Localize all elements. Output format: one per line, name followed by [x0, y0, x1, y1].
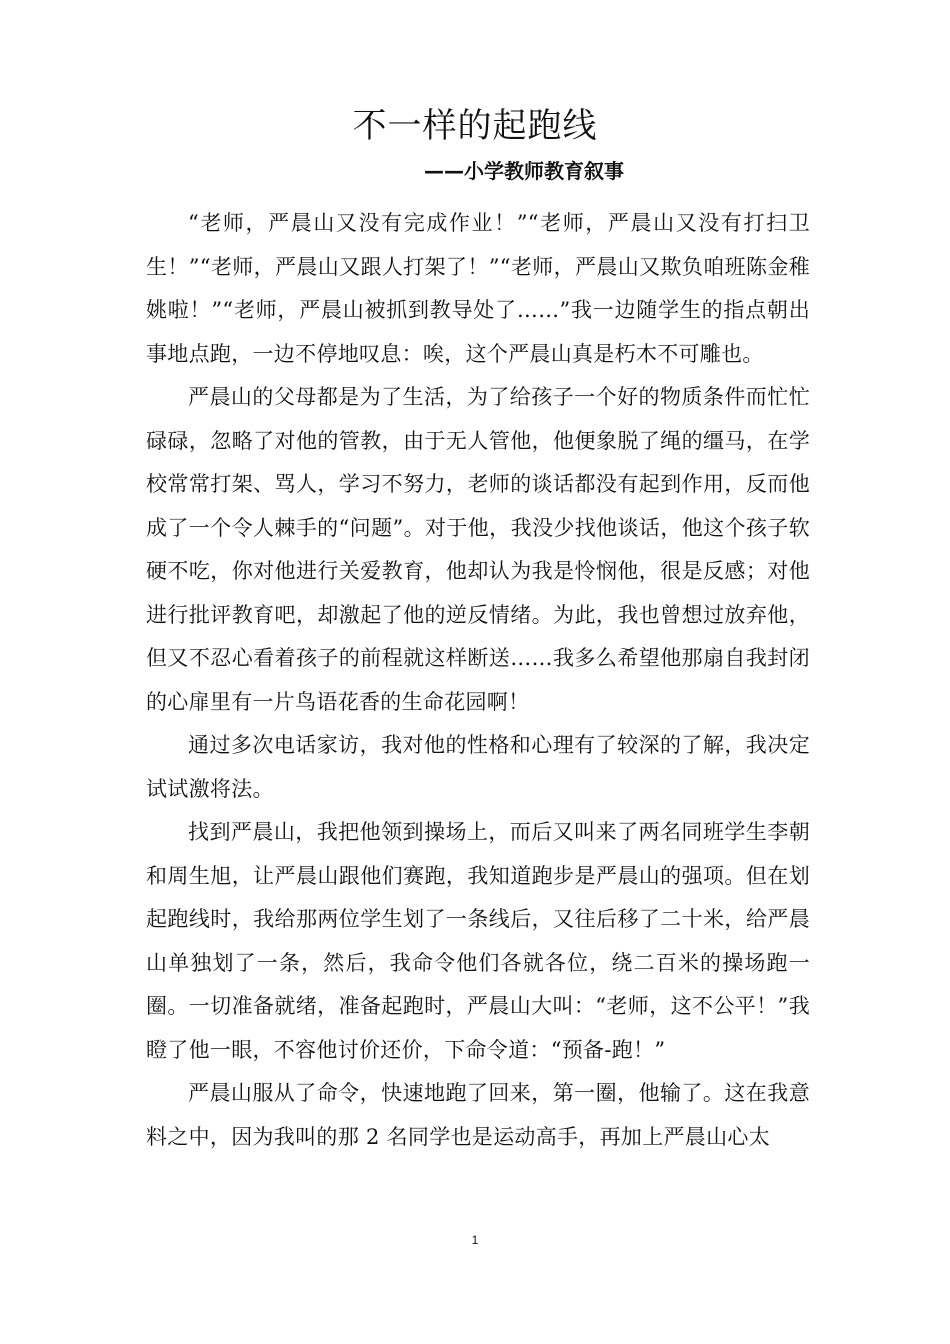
- document-subtitle: ——小学教师教育叙事: [424, 159, 624, 183]
- page-number: 1: [471, 1233, 479, 1247]
- paragraph: 找到严晨山，我把他领到操场上，而后又叫来了两名同班学生李朝和周生旭，让严晨山跟他们赛跑，我知道跑步是严晨山的强项。但在划起跑线时，我给那两位学生划了一条线后，又往后移了二十米，给严晨山单独划了一条，然后，我命令他们各就各位，绕二百米的操场跑一圈。一切准备就绪，准备起跑时，严晨山大叫：“老师，这不公平！”我瞪了他一眼，不容他讨价还价，下命令道：“预备-跑！”: [146, 820, 810, 1062]
- paragraph: 严晨山服从了命令，快速地跑了回来，第一圈，他输了。这在我意料之中，因为我叫的那 2 名同学也是运动高手，再加上严晨山心太: [146, 1081, 810, 1149]
- paragraph: “老师，严晨山又没有完成作业！”“老师，严晨山又没有打扫卫生！”“老师，严晨山又跟人打架了！”“老师，严晨山又欺负咱班陈金稚姚啦！”“老师，严晨山被抓到教导处了……”我一边随学生的指点朝出事地点跑，一边不停地叹息：唉，这个严晨山真是朽木不可雕也。: [146, 211, 810, 366]
- document-title: 不一样的起跑线: [352, 106, 598, 146]
- document-body: [146, 202, 810, 1159]
- paragraph: 通过多次电话家访，我对他的性格和心理有了较深的了解，我决定试试激将法。: [146, 733, 810, 801]
- paragraph: 严晨山的父母都是为了生活，为了给孩子一个好的物质条件而忙忙碌碌，忽略了对他的管教，由于无人管他，他便象脱了绳的缰马，在学校常常打架、骂人，学习不努力，老师的谈话都没有起到作用，反而他成了一个令人棘手的“问题”。对于他，我没少找他谈话，他这个孩子软硬不吃，你对他进行关爱教育，他却认为我是怜悯他，很是反感；对他进行批评教育吧，却激起了他的逆反情绪。为此，我也曾想过放弃他，但又不忍心看着孩子的前程就这样断送……我多么希望他那扇自我封闭的心扉里有一片鸟语花香的生命花园啊！: [146, 385, 810, 714]
